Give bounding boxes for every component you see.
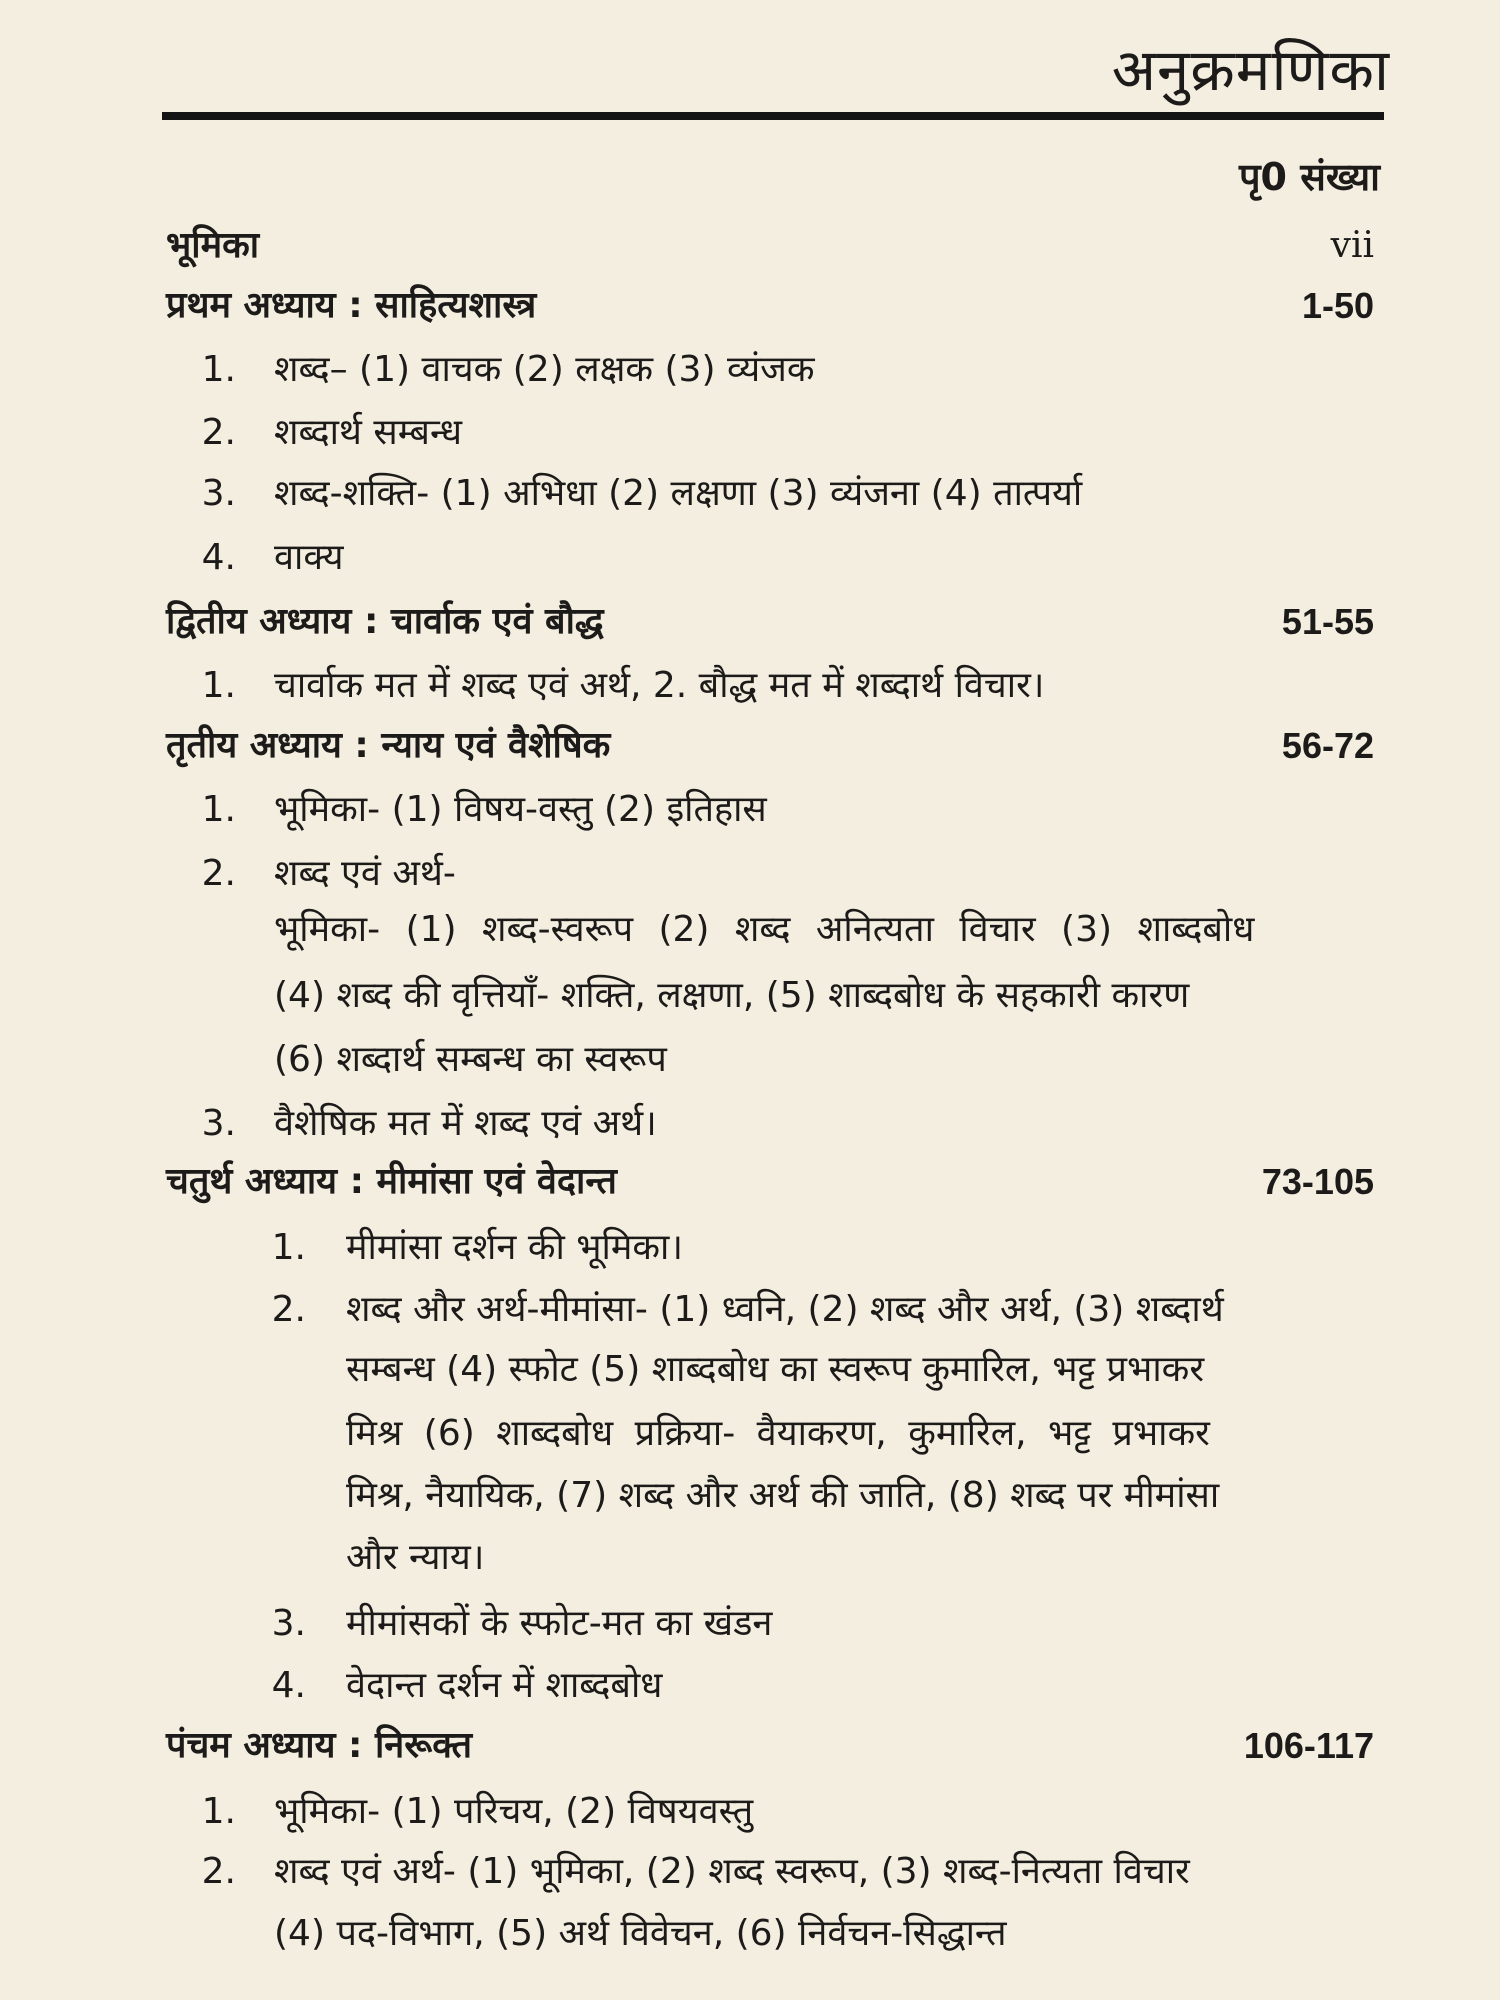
item-text: (4) शब्द की वृत्तियाँ- शक्ति, लक्षणा, (5) शाब्दबोध के सहकारी कारण xyxy=(274,975,1190,1016)
item-text: शब्द एवं अर्थ- xyxy=(274,853,456,894)
toc-item-continuation xyxy=(0,1340,1500,1400)
toc-item xyxy=(0,403,1500,463)
toc-item xyxy=(0,340,1500,400)
toc-item-continuation xyxy=(0,966,1500,1026)
toc-item-continuation xyxy=(0,1466,1500,1526)
toc-item xyxy=(0,1656,1500,1716)
chapter-title: द्वितीय अध्याय : चार्वाक एवं बौद्ध xyxy=(166,601,604,642)
chapter-pages: 56-72 xyxy=(1281,725,1374,766)
chapter-pages: 106-117 xyxy=(1243,1725,1374,1766)
toc-chapter-2 xyxy=(0,592,1500,652)
chapter-pages: 73-105 xyxy=(1261,1161,1374,1202)
toc-item xyxy=(0,1842,1500,1902)
item-text: सम्बन्ध (4) स्फोट (5) शाब्दबोध का स्वरूप कुमारिल, भट्ट प्रभाकर xyxy=(346,1349,1205,1390)
item-text: शब्द-शक्ति- (1) अभिधा (2) लक्षणा (3) व्यंजना (4) तात्पर्या xyxy=(274,473,1083,514)
chapter-pages: 1-50 xyxy=(1301,285,1374,326)
item-number: 3. xyxy=(201,1103,236,1144)
entry-title: भूमिका xyxy=(166,225,260,266)
item-text: (6) शब्दार्थ सम्बन्ध का स्वरूप xyxy=(274,1039,667,1080)
item-text: चार्वाक मत में शब्द एवं अर्थ, 2. बौद्ध मत में शब्दार्थ विचार। xyxy=(274,665,1045,706)
toc-item xyxy=(0,1280,1500,1340)
item-text: मिश्र, नैयायिक, (7) शब्द और अर्थ की जाति, (8) शब्द पर मीमांसा xyxy=(346,1475,1220,1516)
item-text: और न्याय। xyxy=(346,1537,485,1578)
toc-item xyxy=(0,528,1500,588)
item-number: 2. xyxy=(271,1289,306,1330)
toc-chapter-5 xyxy=(0,1716,1500,1776)
chapter-title: तृतीय अध्याय : न्याय एवं वैशेषिक xyxy=(166,725,611,766)
entry-pages: vii xyxy=(1330,225,1374,266)
toc-item xyxy=(0,464,1500,524)
toc-item xyxy=(0,780,1500,840)
toc-item-continuation xyxy=(0,1904,1500,1964)
item-number: 1. xyxy=(201,1791,236,1832)
toc-item-continuation xyxy=(0,1404,1500,1464)
chapter-title: पंचम अध्याय : निरूक्त xyxy=(166,1725,473,1766)
toc-item xyxy=(0,844,1500,904)
toc-item xyxy=(0,656,1500,716)
toc-title: अनुक्रमणिका xyxy=(1111,36,1390,104)
item-text: मीमांसकों के स्फोट-मत का खंडन xyxy=(346,1603,773,1644)
toc-item xyxy=(0,1094,1500,1154)
item-number: 4. xyxy=(271,1665,306,1706)
toc-item-continuation xyxy=(0,1030,1500,1090)
item-number: 4. xyxy=(201,537,236,578)
toc-chapter-1 xyxy=(0,276,1500,336)
item-number: 2. xyxy=(201,853,236,894)
item-number: 2. xyxy=(201,412,236,453)
toc-item xyxy=(0,1594,1500,1654)
item-number: 1. xyxy=(271,1227,306,1268)
toc-chapter-3 xyxy=(0,716,1500,776)
item-number: 1. xyxy=(201,665,236,706)
item-text: शब्द एवं अर्थ- (1) भूमिका, (2) शब्द स्वरूप, (3) शब्द-नित्यता विचार xyxy=(274,1851,1190,1892)
item-text: शब्द– (1) वाचक (2) लक्षक (3) व्यंजक xyxy=(274,349,815,390)
title-rule xyxy=(162,112,1384,120)
item-text: वाक्य xyxy=(274,537,344,578)
toc-item-continuation xyxy=(0,900,1500,960)
item-text: भूमिका- (1) शब्द-स्वरूप (2) शब्द अनित्यता विचार (3) शाब्दबोध xyxy=(274,909,1255,950)
item-text: (4) पद-विभाग, (5) अर्थ विवेचन, (6) निर्वचन-सिद्धान्त xyxy=(274,1913,1007,1954)
page-number-heading: पृ0 संख्या xyxy=(1238,155,1380,199)
chapter-pages: 51-55 xyxy=(1281,601,1374,642)
toc-chapter-4 xyxy=(0,1152,1500,1212)
chapter-title: चतुर्थ अध्याय : मीमांसा एवं वेदान्त xyxy=(166,1161,617,1202)
item-text: भूमिका- (1) विषय-वस्तु (2) इतिहास xyxy=(274,789,767,830)
item-text: शब्दार्थ सम्बन्ध xyxy=(274,412,463,453)
toc-entry-bhumika xyxy=(0,216,1500,276)
toc-item-continuation xyxy=(0,1528,1500,1588)
chapter-title: प्रथम अध्याय : साहित्यशास्त्र xyxy=(166,285,537,326)
item-text: भूमिका- (1) परिचय, (2) विषयवस्तु xyxy=(274,1791,754,1832)
item-number: 1. xyxy=(201,349,236,390)
item-number: 2. xyxy=(201,1851,236,1892)
toc-item xyxy=(0,1218,1500,1278)
item-number: 3. xyxy=(201,473,236,514)
item-number: 3. xyxy=(271,1603,306,1644)
item-text: शब्द और अर्थ-मीमांसा- (1) ध्वनि, (2) शब्द और अर्थ, (3) शब्दार्थ xyxy=(346,1289,1224,1330)
item-text: वेदान्त दर्शन में शाब्दबोध xyxy=(346,1665,663,1706)
item-number: 1. xyxy=(201,789,236,830)
item-text: मिश्र (6) शाब्दबोध प्रक्रिया- वैयाकरण, कुमारिल, भट्ट प्रभाकर xyxy=(346,1413,1210,1454)
item-text: वैशेषिक मत में शब्द एवं अर्थ। xyxy=(274,1103,657,1144)
item-text: मीमांसा दर्शन की भूमिका। xyxy=(346,1227,684,1268)
toc-item xyxy=(0,1782,1500,1842)
